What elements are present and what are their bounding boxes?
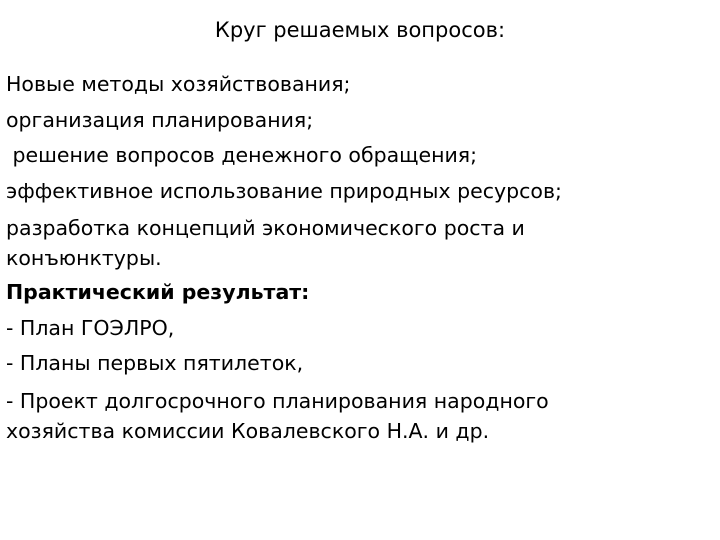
list-item: организация планирования; xyxy=(6,107,314,132)
list-item: разработка концепций экономического роста и конъюнктуры. xyxy=(6,216,525,270)
list-item: Новые методы хозяйствования; xyxy=(6,72,351,96)
slide-body xyxy=(6,67,706,448)
list-item: эффективное использование природных ресурсов; xyxy=(6,178,562,203)
result-item: - План ГОЭЛРО, xyxy=(6,315,175,340)
result-item: - Проект долгосрочного планирования народного хозяйства комиссии Ковалевского Н.А. и др. xyxy=(6,388,549,443)
slide-title: Круг решаемых вопросов: xyxy=(214,18,506,42)
list-item: решение вопросов денежного обращения; xyxy=(6,143,478,167)
result-item: - Планы первых пятилеток, xyxy=(6,351,304,375)
result-heading: Практический результат: xyxy=(6,280,310,304)
